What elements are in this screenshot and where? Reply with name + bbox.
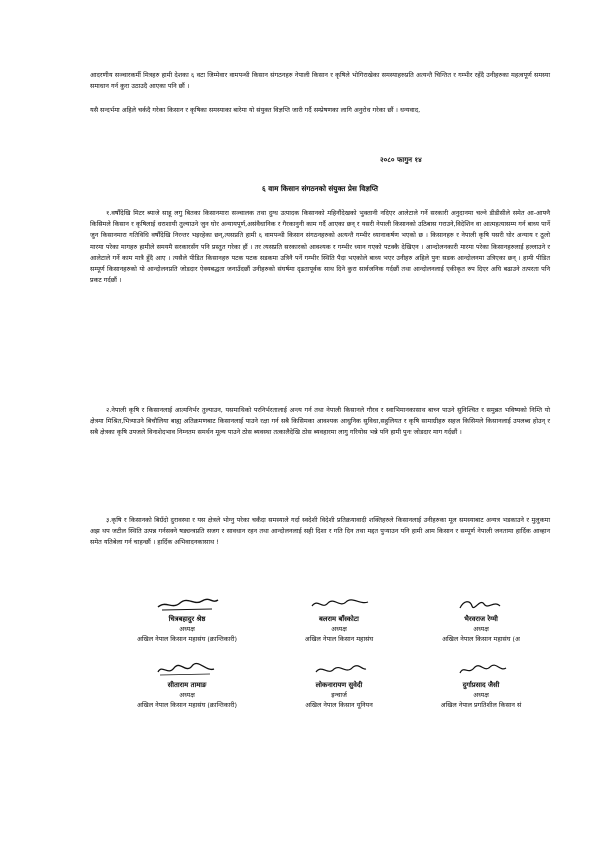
signature-mark <box>304 594 374 614</box>
document-date: २०८० फागुन १४ <box>380 156 422 164</box>
press-release-title: ६ वाम किसान संगठनको संयुक्त प्रेस विज्ञप्ति <box>261 184 378 193</box>
signatory-role: अध्यक्ष <box>331 625 347 633</box>
signatory-4 <box>112 660 262 710</box>
signatory-1 <box>112 594 262 644</box>
signature-mark <box>446 660 516 680</box>
signatory-role: अध्यक्ष <box>473 625 489 633</box>
signatory-organization: अखिल नेपाल किसान महासंघ (अ <box>442 635 520 643</box>
intro-paragraph: आदरणीय सञ्चारकर्मी मित्रहरु हामी देशका ६ वटा जिम्मेवार वामपन्थी किसान संगठनहरु नेपाली किसान र कृषिले भोगिराखेका समस्याहरुप्रति अत्यन्तै चिन्तित र गम्भीर रहँदै उनीहरुका महत्वपूर्ण समस्या समाधान गर्न कुरा उठाउदै आएका पनि छौं । <box>90 71 550 91</box>
signatory-6 <box>406 660 556 710</box>
signatory-role: अध्यक्ष <box>179 625 195 633</box>
signatory-role: अध्यक्ष <box>179 691 195 699</box>
signature-mark <box>152 594 222 614</box>
signatory-name: दुर्गाप्रसाद जैसी <box>462 681 500 689</box>
request-paragraph: यसै सन्दर्भमा अहिले चर्कदै गरेका किसान र कृषिका समस्याका बारेमा यो संयुक्त विज्ञप्ति जारी गर्दै सम्प्रेषणका लागि अनुरोध गरेका छौं । धन्यवाद, <box>90 106 421 114</box>
signatory-organization: अखिल नेपाल किसान महासंघ (क्रान्तिकारी) <box>136 701 238 709</box>
signatory-role: इन्चार्ज <box>331 691 347 699</box>
signatory-name: बलराम बाँस्कोटा <box>319 615 359 623</box>
signature-mark <box>152 660 222 680</box>
signatory-name: भैरवराज रेग्मी <box>464 615 498 623</box>
signatory-name: सीताराम तामाङ <box>167 681 207 689</box>
point-1-paragraph: १.वर्षौंदेखि मिटर ब्याजे साहू लगु बितका किसानमारा सञ्चालक तथा दुग्ध उत्पादक किसानको महिनौंदेखको भुक्तानी नदिएर आलेटाले गर्ने सरकारी अनुदानमा चल्ने डीडीसीले समेत आ-आफ्नै किसिमले किसान र कृषिलाई धराशायी तुल्याउने जुन घोर अन्यायपूर्ण,असंवैधानिक र गैरकानुनी काम गर्दै आएका छन् र यसरी नेपाली किसानको उठिबास गराउने,विदेशिन वा आत्महत्यासम्म गर्न बाध्य पार्ने जुन किसानमारा गतिविधि वर्षौंदेखि निरन्तर भइरहेका छन्,त्यसप्रति हामी ६ वामपन्थी किसान संगठनहरुको अत्यन्तै गम्भीर ध्यानाकर्षण भएको छ । किसानहरु र नेपाली कृषि यसरी घोर अन्याय र ठूलो मारमा परेका मागहरु हामीले समयमै सरकारसँग पनि प्रस्तुत गरेका हौं । तर त्यसप्रति सरकारको आवश्यक र गम्भीर ध्यान गएको पटक्कै देखिएन । आन्दोलनकारी मारमा परेका किसानहरुलाई हल्लाउने र आलेटाले गर्ने काम मात्रै हुँदै आए । त्यसैले पीडित किसानहरु पटक पटक सडकमा उत्रिनै पर्ने गम्भीर स्थिति पैदा भएकोले बाध्य भएर उनीहरु अहिले पुनः सडक आन्दोलनमा उत्रिएका छन् । हामी पीडित सम्पूर्ण किसानहरुको यो आन्दोलनप्रति जोडदार ऐक्यबद्धता जनाउँदछौं उनीहरुको संघर्षमा दृढतापूर्वक साथ दिने कुरा सार्वजनिक गर्दछौं तथा आन्दोलनलाई एकीकृत रुप दिएर अघि बढाउने तत्परता पनि प्रकट गर्दछौं । <box>90 209 550 285</box>
point-2-paragraph: २.नेपाली कृषि र किसानलाई आत्मनिर्भर तुल्याउन, यसमाथिको परनिर्भरतालाई अन्त्य गर्न तथा नेपाली किसानले गौरव र स्वाभिमानकासाथ बाच्न पाउने सुनिश्चित र समुन्नत भविष्यको निम्ति यो क्षेत्रमा मिश्रित,भित्र्याउने बिचौलिया बाह्य अतिक्रमणबाट किसानलाई पाउने रक्षा गर्न सबै किसिमका आवश्यक आधुनिक सुविधा,सहुलियत र कृषि सामाग्रीहरु सहज किसिमले किसानलाई उपलब्ध होउन् र सबै क्षेत्रका कृषि उपजले विनाशेदभाव निम्नतम समर्थन मूल्य पाउने ठोस ब्यवस्था तत्कालैदेखि ठोस ब्यवहारमा लागु गरियोस भन्ने पनि हामी पुनः जोडदार माग गर्दछौं । <box>90 406 550 437</box>
signatory-5 <box>264 660 414 710</box>
signatory-3 <box>406 594 556 644</box>
signatory-organization: अखिल नेपाल किसान महासंघ <box>304 635 374 643</box>
signatory-organization: अखिल नेपाल प्रगतिशील किसान सं <box>440 701 522 709</box>
signatory-name: लोकनारायण सुवेदी <box>315 681 363 689</box>
signatory-role: अध्यक्ष <box>473 691 489 699</box>
point-3-paragraph: ३.कृषि र किसानको बिग्रँदो दुरावस्था र यस क्षेत्रले भोग्नु परेका चर्कँदा समस्याले गर्दा स्वदेशी विदेशी प्रतिक्रयावादी शक्तिहरुले किसानलाई उनीहरुका मूल समस्याबाट अन्यत्र भडकाउने र मुलुकमा अझ थप जटील स्थिति उत्पन्न गर्नसक्ने षड्यन्त्रप्रति सजग र सावधान रहन तथा आन्दोलनलाई सही दिशा र गति दिन तथा मद्दत पुऱ्याउन पनि हामी आम किसान र सम्पूर्ण नेपाली जनतामा हार्दिक आव्हान समेत यतिबेला गर्न चाहन्छौं । हार्दिक अभिवादनकासाथ ! <box>90 516 550 547</box>
signatory-2 <box>264 594 414 644</box>
signatory-name: चित्रबहादुर श्रेष्ठ <box>168 615 206 623</box>
signature-mark <box>304 660 374 680</box>
signatory-organization: अखिल नेपाल किसान महासंघ (क्रान्तिकारी) <box>136 635 238 643</box>
signature-mark <box>446 594 516 614</box>
signatory-organization: अखिल नेपाल किसान यूनियन <box>305 701 373 709</box>
